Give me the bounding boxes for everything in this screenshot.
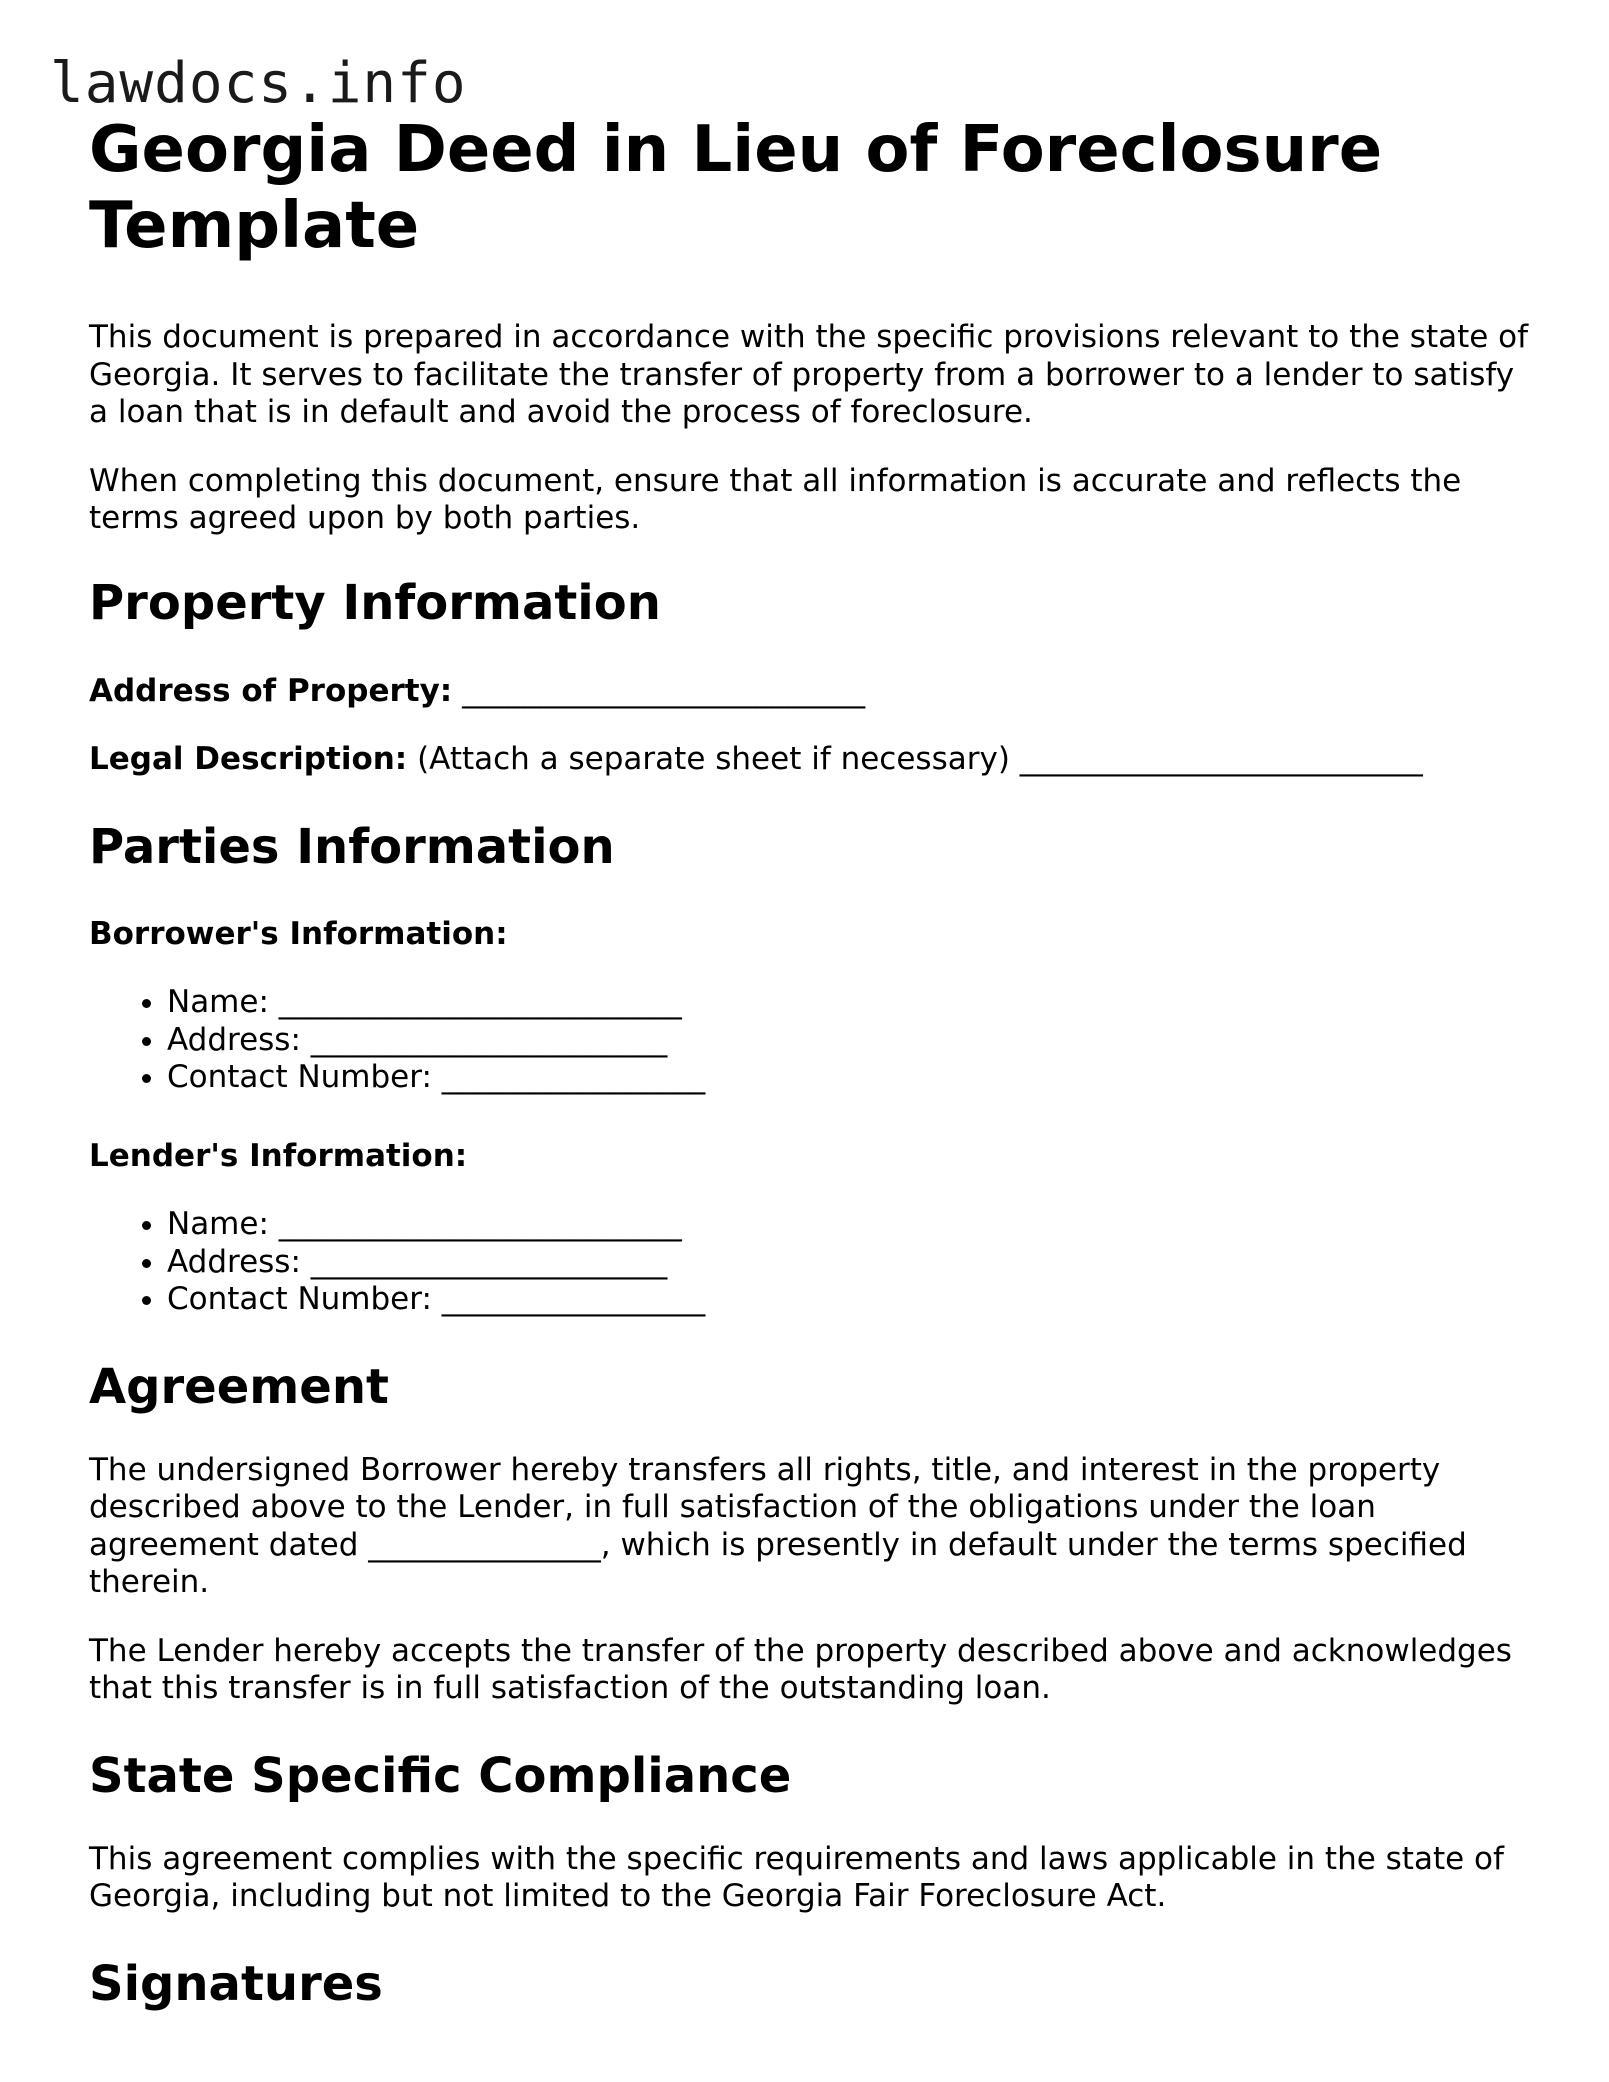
intro-paragraph-2: When completing this document, ensure that all information is accurate and reflects the terms agreed upon by both parties. — [89, 462, 1462, 536]
legal-description-label: Legal Description: — [89, 741, 408, 777]
legal-description-blank: __________________________ — [1019, 741, 1423, 777]
agreement-paragraph-2: The Lender hereby accepts the transfer of the property described above and acknowledges that this transfer is in full satisfaction of the outstanding loan. — [89, 1632, 1512, 1706]
legal-description-note: (Attach a separate sheet if necessary) — [417, 741, 1010, 777]
property-information-heading: Property Information — [89, 574, 661, 631]
document-page — [89, 112, 1529, 2012]
borrower-name-item: • Name: __________________________ — [167, 984, 1529, 1022]
state-compliance-paragraph: This agreement complies with the specific requirements and laws applicable in the state of Georgia, including but not limited to the Georgia Fair Foreclosure Act. — [89, 1840, 1504, 1914]
borrower-address-item: • Address: _______________________ — [167, 1022, 1529, 1060]
state-compliance-heading: State Specific Compliance — [89, 1747, 792, 1804]
agreement-heading: Agreement — [89, 1358, 389, 1415]
property-address-blank: __________________________ — [462, 672, 866, 709]
property-address-label: Address of Property: — [89, 672, 453, 709]
lender-contact-item: • Contact Number: _________________ — [167, 1281, 1529, 1319]
lender-address-item: • Address: _______________________ — [167, 1244, 1529, 1282]
property-address-field — [89, 673, 1529, 711]
lender-information-label: Lender's Information: — [89, 1137, 468, 1174]
agreement-paragraph-1: The undersigned Borrower hereby transfers all rights, title, and interest in the property described above to the Lender, in full satisfaction of the obligations under the loan agreement dated _______________, which is presently in default under the terms specified therein. — [89, 1451, 1467, 1600]
lender-name-item: • Name: __________________________ — [167, 1206, 1529, 1244]
signatures-heading: Signatures — [89, 1955, 383, 2012]
watermark-text: lawdocs.info — [50, 51, 467, 116]
parties-information-heading: Parties Information — [89, 818, 615, 875]
document-title: Georgia Deed in Lieu of Foreclosure Template — [89, 113, 1383, 263]
borrower-contact-item: • Contact Number: _________________ — [167, 1059, 1529, 1097]
legal-description-field — [89, 741, 1529, 779]
borrower-information-list — [89, 984, 1529, 1097]
lender-information-list — [89, 1206, 1529, 1319]
intro-paragraph-1: This document is prepared in accordance with the specific provisions relevant to the state of Georgia. It serves to facilitate the transfer of property from a borrower to a lender to satisfy a loan that is in default and avoid the process of foreclosure. — [89, 319, 1529, 430]
borrower-information-label: Borrower's Information: — [89, 915, 508, 952]
